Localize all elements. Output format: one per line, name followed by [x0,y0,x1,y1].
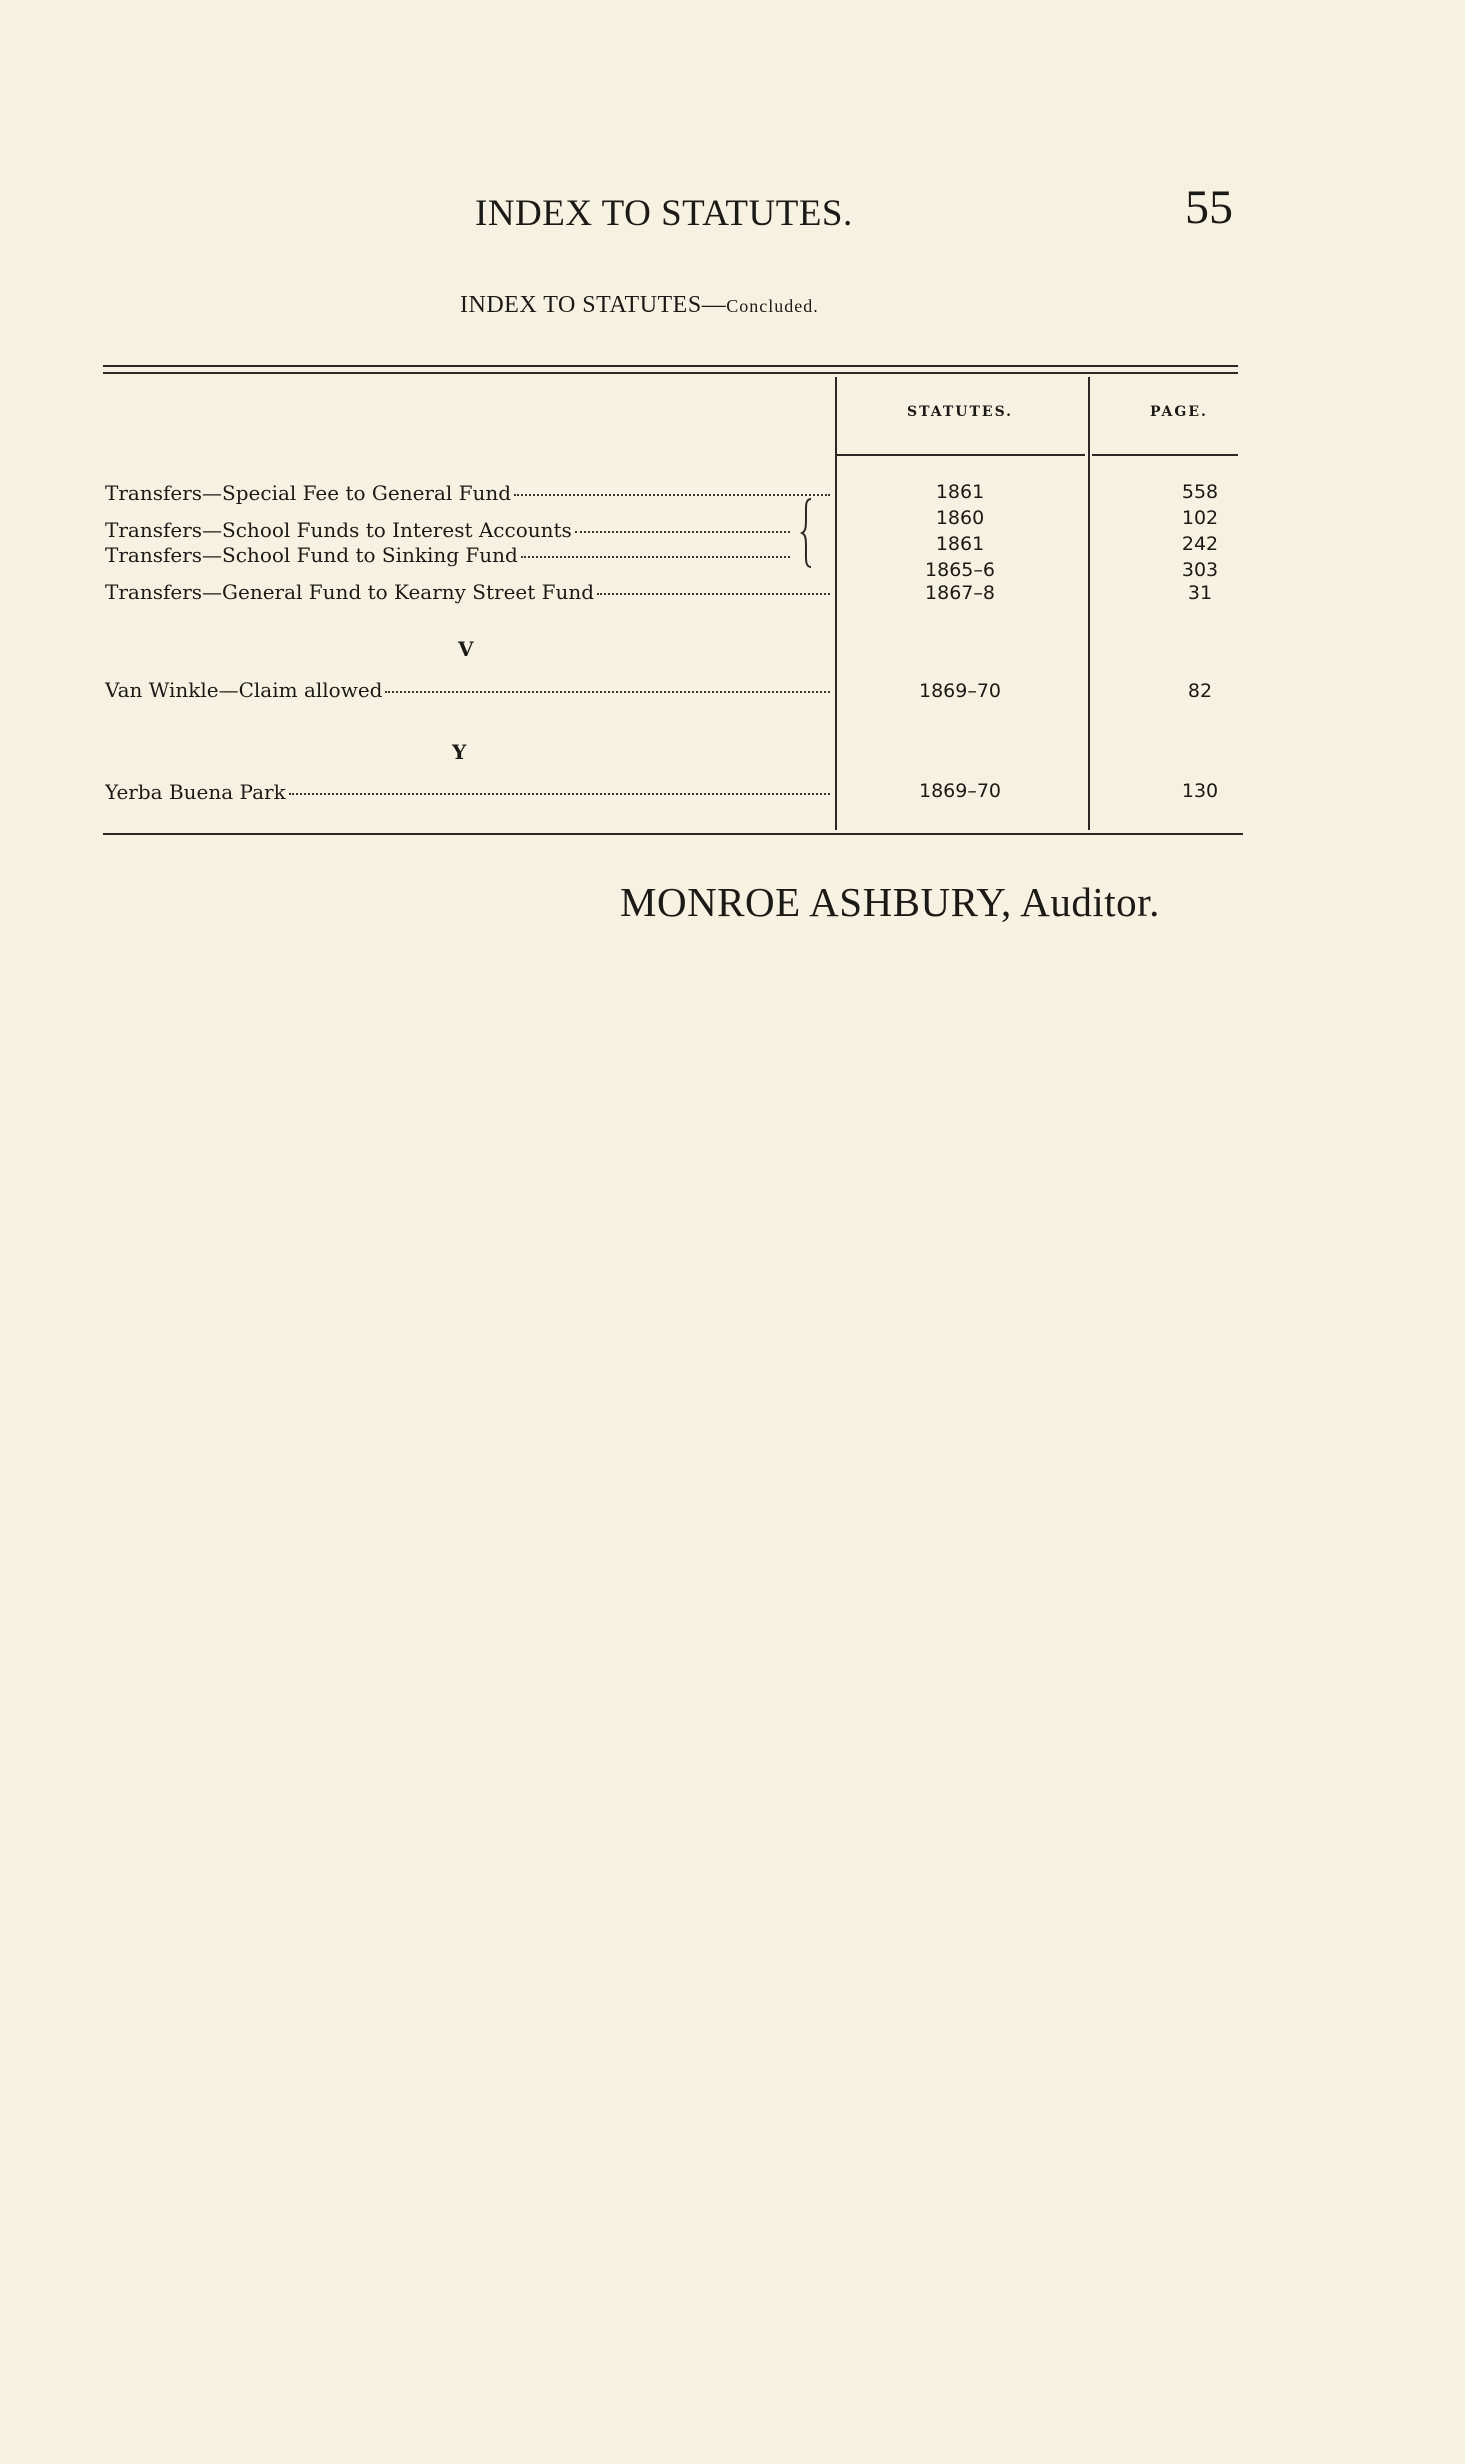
dot-leader [575,531,790,533]
dot-leader [289,793,830,795]
auditor-signature: MONROE ASHBURY, Auditor. [620,879,1160,925]
table-top-rule-second [103,372,1238,374]
index-entry [105,481,830,507]
statutes-value: 1869–70 [918,680,1002,702]
index-entry [105,580,830,606]
column-header-page: PAGE. [1150,404,1208,420]
page-value: 102 [1181,507,1219,529]
page-number: 55 [1185,181,1233,234]
page-value: 558 [1181,481,1219,503]
index-entry [105,780,830,806]
column-header-statutes: STATUTES. [907,404,1014,420]
entry-label: Van Winkle—Claim allowed [105,678,383,702]
column-divider-left [835,377,837,830]
column-header-rule-right [1092,454,1238,456]
statutes-value: 1867–8 [925,582,995,604]
section-letter-v: V [458,637,474,661]
subtitle-small-caps: Concluded. [726,296,819,316]
page-value: 303 [1181,559,1219,581]
table-bottom-rule [103,833,1243,835]
index-entry [105,678,830,704]
entry-label: Transfers—School Fund to Sinking Fund [105,543,518,567]
statutes-value: 1869–70 [918,780,1002,802]
page-value: 242 [1181,533,1219,555]
entry-label: Transfers—School Funds to Interest Accounts [105,518,572,542]
entry-label: Transfers—Special Fee to General Fund [105,481,512,505]
page-value: 31 [1187,582,1213,604]
entry-label: Transfers—General Fund to Kearny Street Fund [105,580,595,604]
column-divider-right [1088,377,1090,830]
index-entry [105,543,790,569]
dot-leader [385,691,830,693]
index-subtitle [460,292,819,319]
statutes-value: 1860 [935,507,985,529]
curly-brace-icon [800,497,814,569]
entry-label: Yerba Buena Park [105,780,286,804]
index-entry [105,518,790,544]
running-title: INDEX TO STATUTES. [475,193,853,234]
section-letter-y: Y [452,740,467,764]
statutes-value: 1861 [935,481,985,503]
column-header-rule [835,454,1085,456]
dot-leader [521,556,790,558]
subtitle-main: INDEX TO STATUTES— [460,292,727,318]
statutes-value: 1861 [935,533,985,555]
dot-leader [597,593,830,595]
table-top-rule [103,365,1238,367]
page-value: 130 [1181,780,1219,802]
page-value: 82 [1187,680,1213,702]
dot-leader [514,494,830,496]
statutes-value: 1865–6 [925,559,995,581]
